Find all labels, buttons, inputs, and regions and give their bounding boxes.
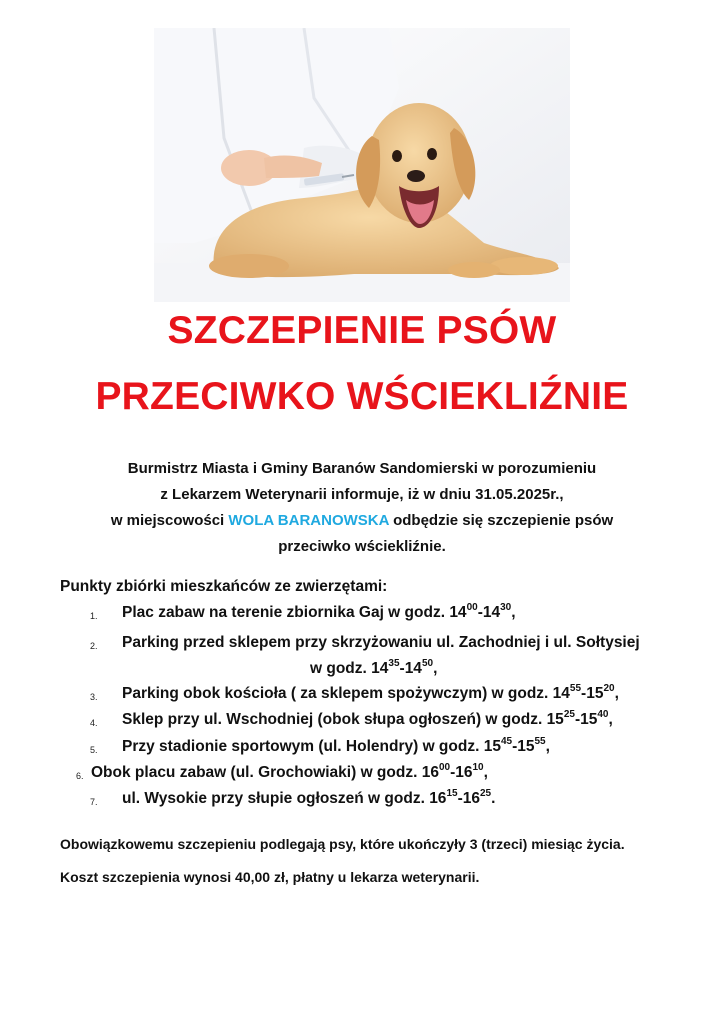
intro-line-3 [0,508,724,534]
punctuation: , [608,711,613,728]
list-number: 5. [90,745,98,755]
punctuation: . [491,790,496,807]
time-minute: 00 [466,601,478,613]
page-title-line2: PRZECIWKO WŚCIEKLIŹNIE [95,375,629,418]
punctuation: , [545,738,550,755]
list-number: 1. [90,611,98,621]
list-item: Parking obok kościoła ( za sklepem spożywczym) w godz. $14^{55}-15^{20}$, [122,682,619,702]
intro-line-2: z Lekarzem Weterynarii informuje, iż w dniu 31.05.2025r., [160,486,564,503]
list-item: Przy stadionie sportowym (ul. Holendry) w godz. $15^{45}-15^{55}$, [122,735,550,755]
point-text: Plac zabaw na terenie zbiornika Gaj w godz. [122,604,450,621]
point-text: Parking obok kościoła ( za sklepem spożywczym) w godz. [122,685,553,702]
list-number: 3. [90,692,98,702]
puppy-vaccination-photo [154,28,570,302]
page-title-line1: SZCZEPIENIE PSÓW [167,309,557,352]
time-minute: 40 [597,708,609,720]
point-text: w godz. [310,660,372,677]
vaccination-cost-note: Koszt szczepienia wynosi 40,00 zł, płatny u lekarza weterynarii. [60,869,480,885]
time-minute: 45 [500,735,513,747]
time-minute: 00 [438,761,451,773]
time-hour: 15 [483,738,501,755]
list-number: 6. [76,771,84,781]
time-hour: 16 [462,790,480,807]
time-hour: 16 [429,790,447,807]
intro-line-3-before: w miejscowości [110,512,229,529]
time-hour: 15 [580,711,598,728]
intro-line-4: przeciwko wściekliźnie. [278,538,446,555]
time-hour: 14 [449,604,467,621]
time-minute: 25 [563,708,575,720]
list-item: Sklep przy ul. Wschodniej (obok słupa ogłoszeń) w godz. $15^{25}-15^{40}$, [122,708,613,728]
list-item: Plac zabaw na terenie zbiornika Gaj w godz. $14^{00}-14^{30}$, [122,601,516,621]
time-hour: 15 [546,711,564,728]
time-minute: 30 [500,601,512,613]
time-minute: 20 [603,682,615,694]
list-item: Obok placu zabaw (ul. Grochowiaki) w godz. $16^{00}-16^{10}$, [91,761,488,781]
list-item-continuation: w godz. $14^{35}-14^{50}$, [310,657,438,677]
time-hour: 14 [371,660,389,677]
list-number: 4. [90,718,98,728]
punctuation: , [483,764,488,781]
intro-line-1: Burmistrz Miasta i Gminy Baranów Sandomierski w porozumieniu [127,460,597,477]
list-number: 7. [90,797,98,807]
punctuation: , [433,660,438,677]
photo-illustration [154,28,570,302]
announcement-intro [0,456,724,560]
time-minute: 10 [472,761,484,773]
point-text: Sklep przy ul. Wschodniej (obok słupa ogłoszeń) w godz. [122,711,547,728]
point-text: Przy stadionie sportowym (ul. Holendry) w godz. [122,738,484,755]
time-minute: 55 [534,735,546,747]
time-minute: 15 [446,787,458,799]
time-hour: 15 [586,685,604,702]
time-hour: 16 [455,764,473,781]
punctuation: , [614,685,619,702]
punctuation: , [511,604,516,621]
point-text: ul. Wysokie przy słupie ogłoszeń w godz. [122,790,430,807]
time-minute: 55 [569,682,582,694]
time-hour: 15 [517,738,535,755]
list-number: 2. [90,641,98,651]
time-minute: 50 [421,657,434,669]
time-hour: 16 [421,764,439,781]
collection-points-header: Punkty zbiórki mieszkańców ze zwierzętami: [60,578,388,595]
time-minute: 35 [388,657,400,669]
time-hour: 14 [482,604,501,621]
list-item: Parking przed sklepem przy skrzyżowaniu ul. Zachodniej i ul. Sołtysiej [122,634,640,651]
time-hour: 14 [552,685,570,702]
time-minute: 25 [479,787,492,799]
point-text: Obok placu zabaw (ul. Grochowiaki) w godz. [91,764,422,781]
village-name: WOLA BARANOWSKA [228,512,389,529]
list-item: ul. Wysokie przy słupie ogłoszeń w godz. $16^{15}-16^{25}$. [122,787,496,807]
intro-line-3-after: odbędzie się szczepienie psów [388,512,614,529]
time-hour: 14 [404,660,422,677]
mandatory-vaccination-note: Obowiązkowemu szczepieniu podlegają psy, które ukończyły 3 (trzeci) miesiąc życia. [60,836,625,852]
